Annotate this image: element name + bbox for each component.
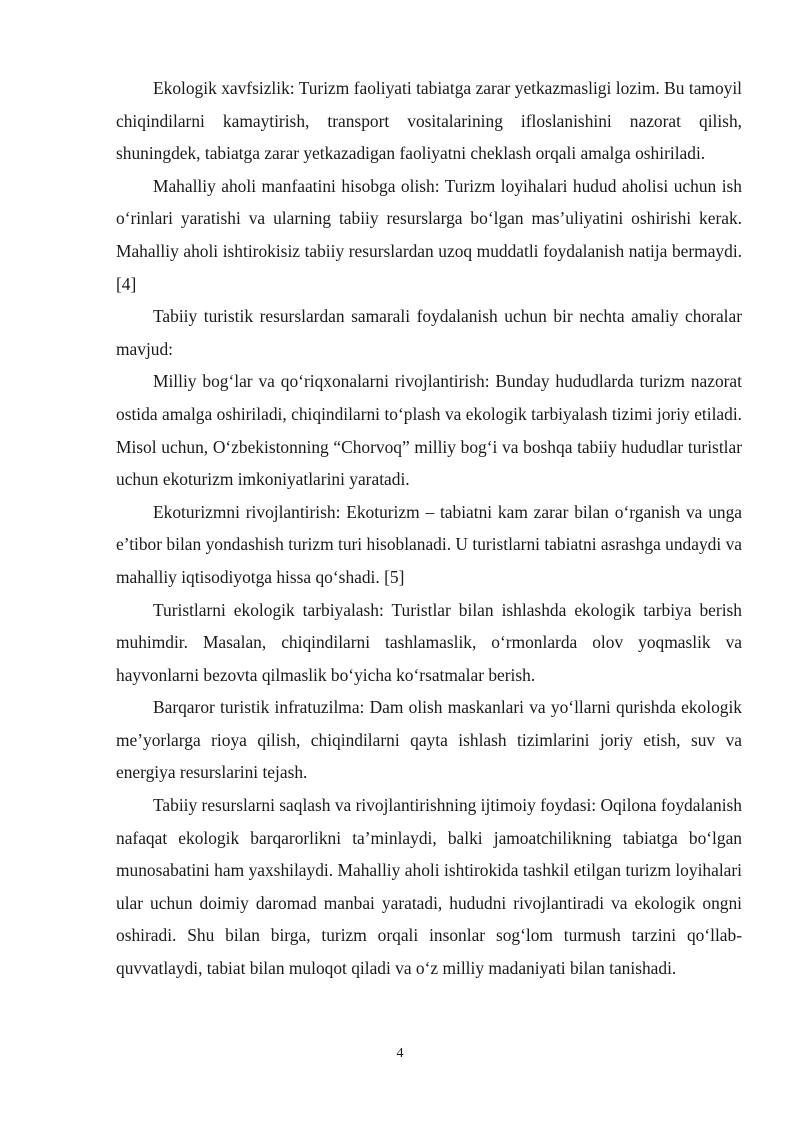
paragraph-ecotourism: Ekoturizmni rivojlantirish: Ekoturizm – tabiatni kam zarar bilan o‘rganish va unga e’tibor bilan yondashish turizm turi hisoblanadi. U turistlarni tabiatni asrashga undaydi va mahalliy iqtisodiyotga hissa qo‘shadi. [5] [116, 501, 742, 587]
paragraph-national-parks: Milliy bog‘lar va qo‘riqxonalarni rivojlantirish: Bunday hududlarda turizm nazorat ostida amalga oshiriladi, chiqindilarni to‘plash va ekologik tarbiyalash tizimi joriy etiladi. Misol uchun, O‘zbekistonning “Chorvoq” milliy bog‘i va boshqa tabiiy hududlar turistlar uchun ekoturizm imkoniyatlarini yaratadi. [116, 371, 742, 490]
paragraph-social-benefit: Tabiiy resurslarni saqlash va rivojlantirishning ijtimoiy foydasi: Oqilona foydalanish nafaqat ekologik barqarorlikni ta’minlaydi, balki jamoatchilikning tabiatga bo‘lgan munosabatini ham yaxshilaydi. Mahalliy aholi ishtirokida tashkil etilgan turizm loyihalari ular uchun doimiy daromad manbai yaratadi, hududni rivojlantiradi va ekologik ongni oshiradi. Shu bilan birga, turizm orqali insonlar sog‘lom turmush tarzini qo‘llab-quvvatlaydi, tabiat bilan muloqot qiladi va o‘z milliy madaniyati bilan tanishadi. [116, 795, 742, 979]
paragraph-ecological-safety: Ekologik xavfsizlik: Turizm faoliyati tabiatga zarar yetkazmasligi lozim. Bu tamoyil chiqindilarni kamaytirish, transport vositalarining ifloslanishini nazorat qilish, shuningdek, tabiatga zarar yetkazadigan faoliyatni cheklash orqali amalga oshiriladi. [116, 78, 742, 164]
paragraph-sustainable-infrastructure: Barqaror turistik infratuzilma: Dam olish maskanlari va yo‘llarni qurishda ekologik me’yorlarga rioya qilish, chiqindilarni qayta ishlash tizimlarini joriy etish, suv va energiya resurslarini tejash. [116, 697, 742, 783]
paragraph-ecological-education: Turistlarni ekologik tarbiyalash: Turistlar bilan ishlashda ekologik tarbiya berish muhimdir. Masalan, chiqindilarni tashlamaslik, o‘rmonlarda olov yoqmaslik va hayvonlarni bezovta qilmaslik bo‘yicha ko‘rsatmalar berish. [116, 599, 742, 685]
paragraph-practical-measures: Tabiiy turistik resurslardan samarali foydalanish uchun bir nechta amaliy choralar mavjud: [116, 306, 742, 359]
page-number: 4 [396, 1046, 404, 1061]
paragraph-local-population-interests: Mahalliy aholi manfaatini hisobga olish: Turizm loyihalari hudud aholisi uchun ish o‘rinlari yaratishi va ularning tabiiy resurslarga bo‘lgan mas’uliyatini oshirishi kerak. Mahalliy aholi ishtirokisiz tabiiy resurslardan uzoq muddatli foydalanish natija bermaydi. [4] [116, 175, 742, 294]
document-body [116, 72, 742, 985]
